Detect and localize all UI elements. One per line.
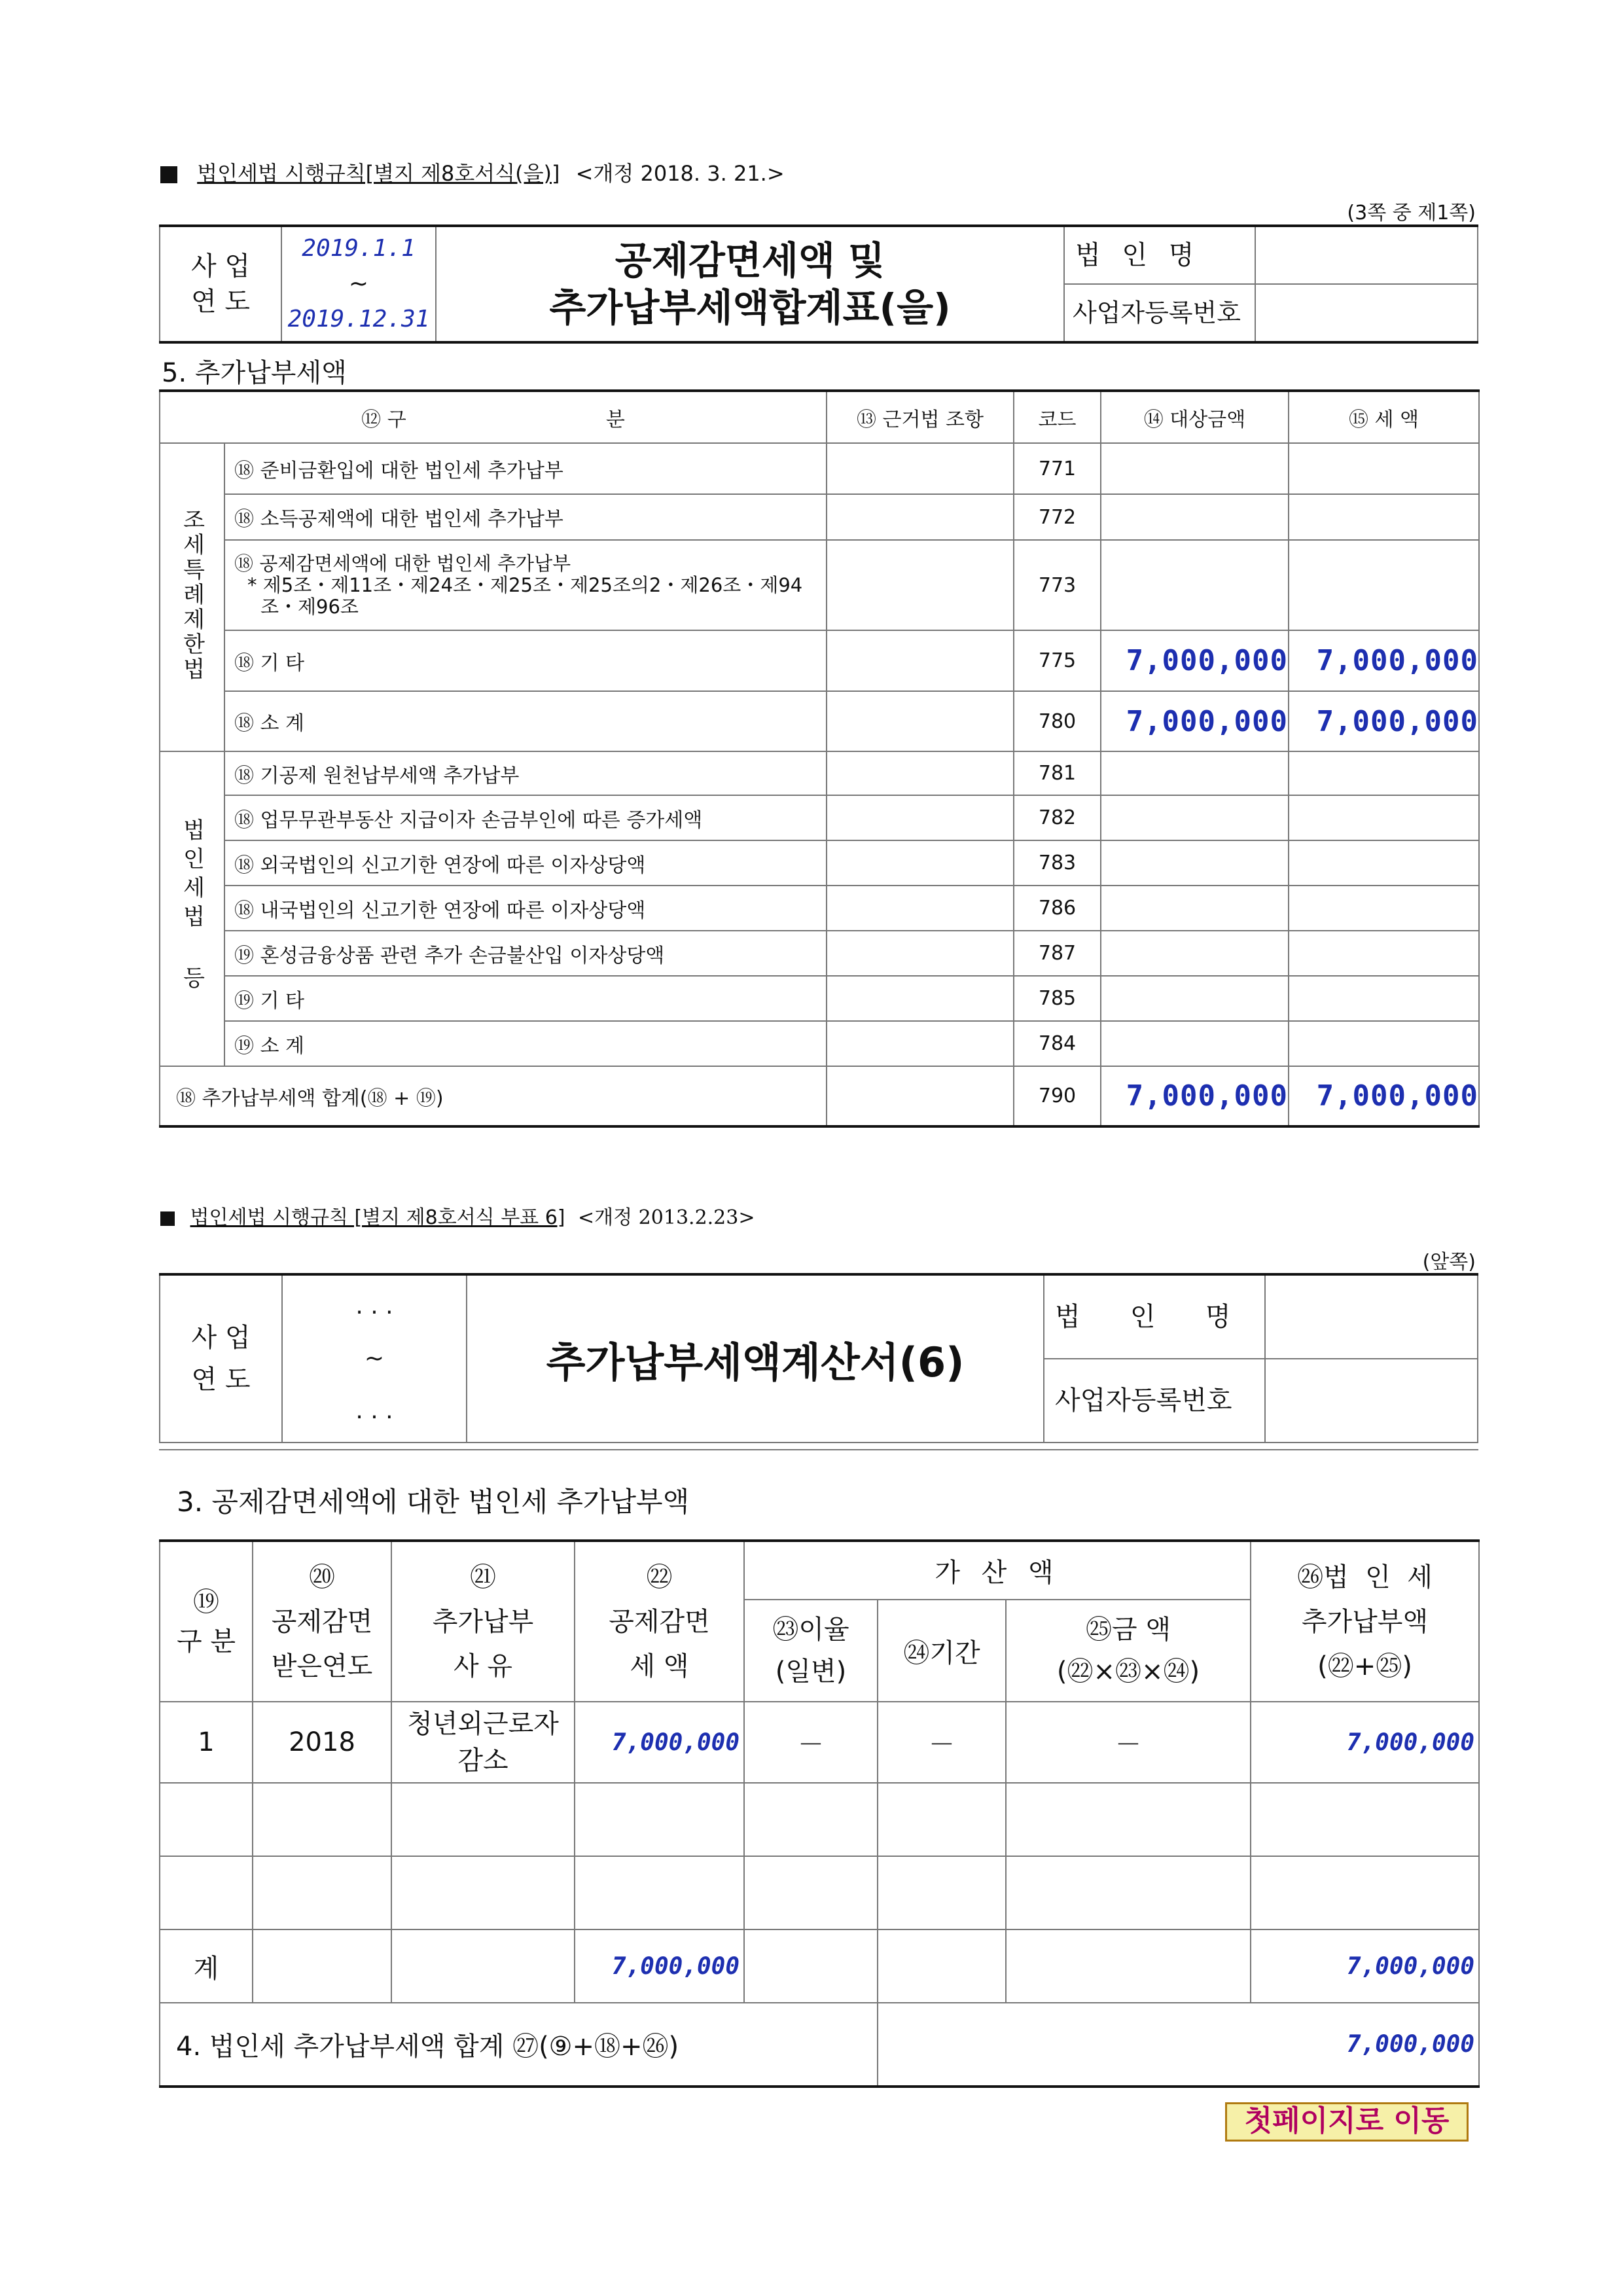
year-end: 2019.12.31 (287, 306, 430, 332)
target-cell[interactable] (1101, 443, 1289, 494)
h-add-cell: 가 산 액 (744, 1541, 1251, 1600)
sum-label: 계 (160, 1929, 253, 2003)
target-cell[interactable] (1101, 886, 1289, 931)
square-bullet-icon (160, 1211, 175, 1226)
business-year-label: 사 업 연 도 (160, 226, 281, 342)
form2-page-info: (앞쪽) (1422, 1251, 1476, 1274)
row-period[interactable]: － (878, 1702, 1006, 1783)
row-note: * 제5조・제11조・제24조・제25조・제25조의2・제26조・제94 (247, 573, 803, 596)
row-label: ⑱ 소 계 (224, 691, 827, 751)
code-cell: 786 (1014, 886, 1101, 931)
empty-cell[interactable] (744, 1783, 878, 1856)
tax-cell[interactable] (1289, 1021, 1479, 1066)
form1-title (436, 226, 1064, 342)
reduction-tax-table (159, 1539, 1480, 2088)
empty-cell[interactable] (391, 1856, 575, 1929)
code-cell: 772 (1014, 494, 1101, 540)
row-amount[interactable]: 7,000,000 (575, 1702, 744, 1783)
form1-page-info: (3쪽 중 제1쪽) (1347, 202, 1476, 224)
tax-cell[interactable] (1289, 795, 1479, 840)
group2-label-cell (160, 751, 224, 1066)
row-label: ⑱ 준비금환입에 대한 법인세 추가납부 (224, 443, 827, 494)
row-label: ⑱ 기공제 원천납부세액 추가납부 (224, 751, 827, 795)
row-no[interactable]: 1 (160, 1702, 253, 1783)
target-value[interactable]: 7,000,000 (1101, 630, 1289, 691)
row-label: ⑱ 소득공제액에 대한 법인세 추가납부 (224, 494, 827, 540)
target-cell[interactable] (1101, 976, 1289, 1021)
empty-cell[interactable] (744, 1856, 878, 1929)
h25-cell: ㉕금 액 (㉒×㉓×㉔) (1006, 1600, 1251, 1702)
law-cell[interactable] (827, 630, 1014, 691)
col-header-target: ⑭ 대상금액 (1101, 391, 1289, 443)
form1-header-table (159, 224, 1478, 344)
tax-cell[interactable] (1289, 494, 1479, 540)
corp-name-value[interactable] (1256, 227, 1477, 285)
sum-amount[interactable]: 7,000,000 (575, 1929, 744, 2003)
grand-total-label: 4. 법인세 추가납부세액 합계 ㉗(⑨+⑱+㉖) (160, 2003, 878, 2087)
law-cell[interactable] (827, 540, 1014, 630)
total-target-value[interactable]: 7,000,000 (1101, 1066, 1289, 1126)
reg-no-value[interactable] (1256, 285, 1477, 341)
tax-cell[interactable] (1289, 976, 1479, 1021)
code-cell: 771 (1014, 443, 1101, 494)
row-note: 조・제96조 (260, 595, 359, 618)
form1-rule-label: 법인세법 시행규칙[별지 제8호서식(을)] (197, 161, 560, 186)
row-label: ⑱ 외국법인의 신고기한 연장에 따른 이자상당액 (224, 840, 827, 886)
form2-business-year-label: 사 업 연 도 (160, 1274, 282, 1443)
target-value[interactable]: 7,000,000 (1101, 691, 1289, 751)
empty-cell[interactable] (878, 1783, 1006, 1856)
additional-tax-table (159, 389, 1480, 1128)
form1-section-title: 5. 추가납부세액 (162, 358, 347, 388)
h23-cell: ㉓이율 (일변) (744, 1600, 878, 1702)
year-start: 2019.1.1 (302, 235, 416, 262)
form2-corp-values (1265, 1274, 1478, 1443)
h19-cell: ⑲ 구 분 (160, 1541, 253, 1702)
tax-cell[interactable] (1289, 443, 1479, 494)
law-cell[interactable] (827, 494, 1014, 540)
target-cell[interactable] (1101, 931, 1289, 976)
tax-value[interactable]: 7,000,000 (1289, 691, 1479, 751)
corp-name-label: 법 인 명 (1065, 227, 1255, 285)
row-reason[interactable]: 청년외근로자 감소 (391, 1702, 575, 1783)
target-cell[interactable] (1101, 540, 1289, 630)
form2-reg-no-label: 사업자등록번호 (1055, 1386, 1232, 1416)
law-cell[interactable] (827, 751, 1014, 795)
form2-rule-label: 법인세법 시행규칙 [별지 제8호서식 부표 6] (190, 1206, 565, 1229)
form2-corp-labels (1044, 1274, 1265, 1443)
sum-total[interactable]: 7,000,000 (1251, 1929, 1479, 2003)
col-header-code: 코드 (1014, 391, 1101, 443)
empty-cell[interactable] (253, 1929, 391, 2003)
empty-cell[interactable] (1006, 1783, 1251, 1856)
row-label: ⑱ 내국법인의 신고기한 연장에 따른 이자상당액 (224, 886, 827, 931)
form2-year-end: . . . (355, 1397, 393, 1424)
form2-header-line (160, 1201, 755, 1230)
year-tilde: ~ (348, 270, 369, 297)
reg-no-label: 사업자등록번호 (1073, 298, 1241, 327)
code-cell: 785 (1014, 976, 1101, 1021)
empty-cell[interactable] (253, 1783, 391, 1856)
law-cell[interactable] (827, 886, 1014, 931)
tax-cell[interactable] (1289, 886, 1479, 931)
row-label: ⑲ 기 타 (224, 976, 827, 1021)
target-cell[interactable] (1101, 751, 1289, 795)
form1-title-line1: 공제감면세액 및 (615, 238, 885, 283)
empty-cell[interactable] (391, 1783, 575, 1856)
empty-cell[interactable] (878, 1856, 1006, 1929)
target-cell[interactable] (1101, 494, 1289, 540)
group1-label: 조세특례제한법 (179, 507, 205, 682)
group1-label-cell (160, 443, 224, 751)
tax-cell[interactable] (1289, 840, 1479, 886)
target-cell[interactable] (1101, 1021, 1289, 1066)
col-header-law: ⑬ 근거법 조항 (827, 391, 1014, 443)
code-cell: 780 (1014, 691, 1101, 751)
form2-business-year-value[interactable] (282, 1274, 467, 1443)
target-cell[interactable] (1101, 795, 1289, 840)
form2-corp-name-value[interactable] (1266, 1276, 1477, 1359)
empty-cell[interactable] (878, 1929, 1006, 2003)
empty-cell[interactable] (1251, 1856, 1479, 1929)
empty-cell[interactable] (1251, 1783, 1479, 1856)
empty-cell[interactable] (575, 1783, 744, 1856)
law-cell[interactable] (827, 1066, 1014, 1126)
law-cell[interactable] (827, 931, 1014, 976)
business-year-value (281, 226, 436, 342)
row-year[interactable]: 2018 (253, 1702, 391, 1783)
code-cell: 782 (1014, 795, 1101, 840)
empty-cell[interactable] (160, 1856, 253, 1929)
h24-cell: ㉔기간 (878, 1600, 1006, 1702)
empty-cell[interactable] (1006, 1856, 1251, 1929)
law-cell[interactable] (827, 976, 1014, 1021)
law-cell[interactable] (827, 795, 1014, 840)
empty-cell[interactable] (160, 1783, 253, 1856)
col-header-tax: ⑮ 세 액 (1289, 391, 1479, 443)
empty-cell[interactable] (575, 1856, 744, 1929)
row-label: ⑲ 소 계 (224, 1021, 827, 1066)
row-add-amount[interactable]: － (1006, 1702, 1251, 1783)
tax-cell[interactable] (1289, 751, 1479, 795)
form2-year-tilde: ~ (364, 1345, 385, 1372)
h21-cell: ㉑ 추가납부 사 유 (391, 1541, 575, 1702)
law-cell[interactable] (827, 443, 1014, 494)
code-cell: 775 (1014, 630, 1101, 691)
h20-cell: ⑳ 공제감면 받은연도 (253, 1541, 391, 1702)
row-total[interactable]: 7,000,000 (1251, 1702, 1479, 1783)
code-cell: 783 (1014, 840, 1101, 886)
form2-corp-name-label: 법 인 명 (1044, 1276, 1264, 1359)
row-rate[interactable]: － (744, 1702, 878, 1783)
form1-header-line (160, 157, 785, 187)
row-label-multiline (224, 540, 827, 630)
divider (159, 1449, 1478, 1450)
col-header-category: ⑫ 구 분 (160, 391, 827, 443)
row-label: ⑱ 업무무관부동산 지급이자 손금부인에 따른 증가세액 (224, 795, 827, 840)
form2-section-title: 3. 공제감면세액에 대한 법인세 추가납부액 (177, 1486, 690, 1518)
corp-values (1255, 226, 1478, 342)
total-tax-value[interactable]: 7,000,000 (1289, 1066, 1479, 1126)
form2-reg-no-value[interactable] (1266, 1359, 1477, 1442)
code-cell: 773 (1014, 540, 1101, 630)
row-label: ⑱ 기 타 (224, 630, 827, 691)
law-cell[interactable] (827, 691, 1014, 751)
form2-header-table (159, 1273, 1478, 1443)
form1-title-line2: 추가납부세액합계표(을) (549, 285, 951, 330)
code-cell: 790 (1014, 1066, 1101, 1126)
empty-cell[interactable] (391, 1929, 575, 2003)
empty-cell[interactable] (253, 1856, 391, 1929)
form2-title: 추가납부세액계산서(6) (467, 1274, 1044, 1443)
h22-cell: ㉒ 공제감면 세 액 (575, 1541, 744, 1702)
form2-revision: <개정 2013.2.23> (578, 1206, 755, 1229)
square-bullet-icon (160, 166, 177, 183)
tax-cell[interactable] (1289, 540, 1479, 630)
code-cell: 784 (1014, 1021, 1101, 1066)
empty-cell[interactable] (744, 1929, 878, 2003)
h26-cell: ㉖법 인 세 추가납부액 (㉒+㉕) (1251, 1541, 1479, 1702)
group2-label: 법인세법 등 (179, 817, 205, 995)
target-cell[interactable] (1101, 840, 1289, 886)
form2-year-start: . . . (355, 1293, 393, 1319)
corp-labels (1064, 226, 1255, 342)
total-row-label: ⑱ 추가납부세액 합계(⑱ + ⑲) (160, 1066, 827, 1126)
code-cell: 781 (1014, 751, 1101, 795)
law-cell[interactable] (827, 1021, 1014, 1066)
code-cell: 787 (1014, 931, 1101, 976)
tax-value[interactable]: 7,000,000 (1289, 630, 1479, 691)
empty-cell[interactable] (1006, 1929, 1251, 2003)
row-label: ⑲ 혼성금융상품 관련 추가 손금불산입 이자상당액 (224, 931, 827, 976)
row-label: ⑱ 공제감면세액에 대한 법인세 추가납부 (234, 552, 571, 575)
form1-revision: <개정 2018. 3. 21.> (575, 161, 785, 186)
law-cell[interactable] (827, 840, 1014, 886)
grand-total-value[interactable]: 7,000,000 (878, 2003, 1479, 2087)
first-page-button[interactable]: 첫페이지로 이동 (1225, 2102, 1469, 2142)
tax-cell[interactable] (1289, 931, 1479, 976)
